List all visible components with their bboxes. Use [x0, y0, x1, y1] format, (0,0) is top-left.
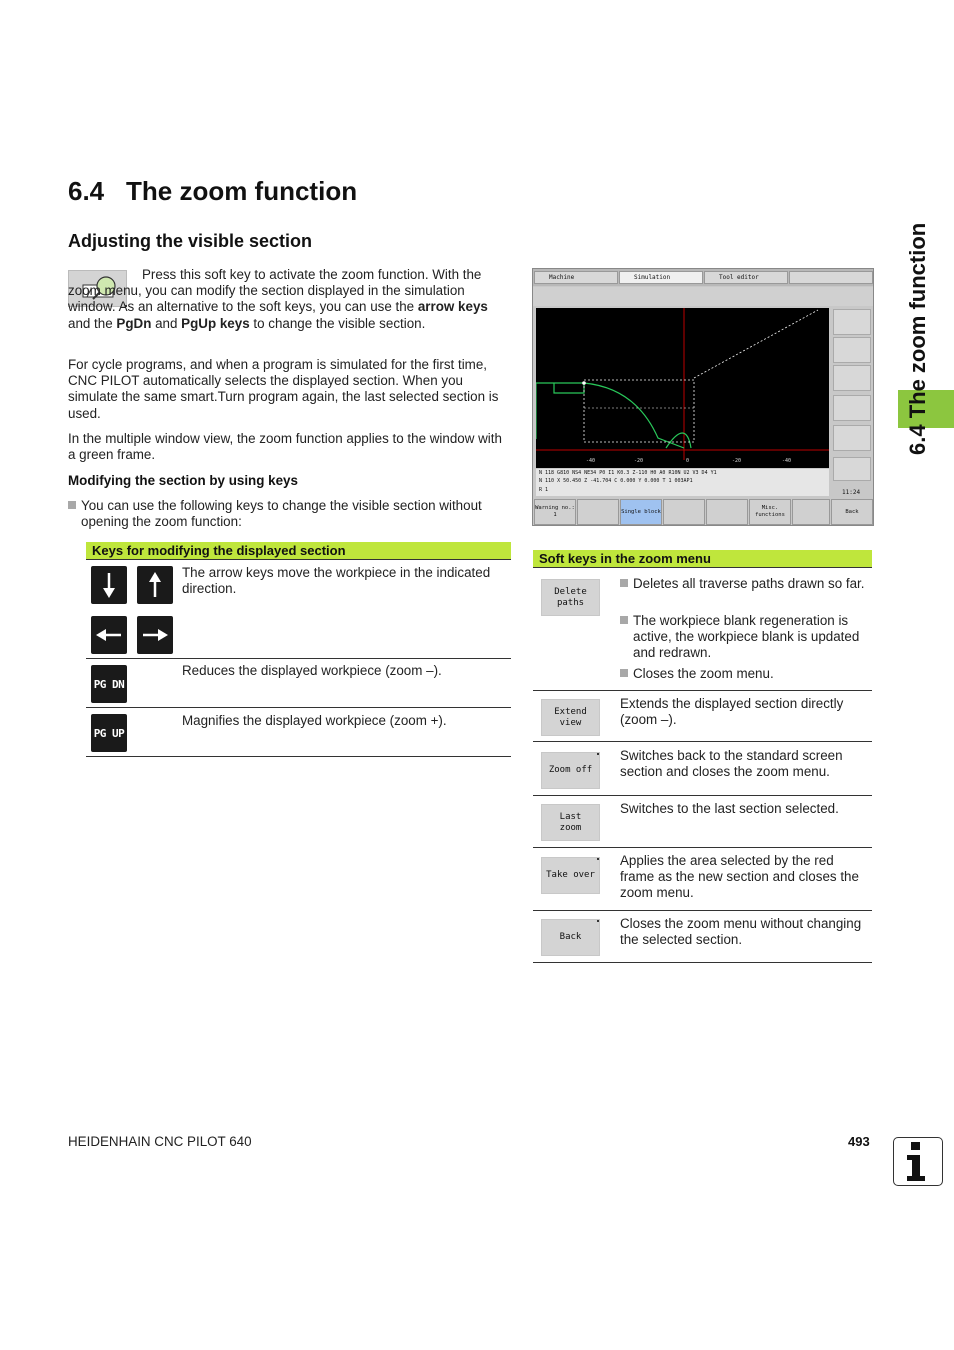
delete-paths-bullet: The workpiece blank regeneration is active, the workpiece blank is updated and redrawn. — [620, 613, 879, 662]
sk-blank — [792, 499, 830, 525]
sk-misc: Misc. functions — [749, 499, 791, 525]
sk-blank — [706, 499, 748, 525]
zoom-off-softkey: Zoom off — [541, 752, 600, 789]
sk-warning: Warning no.: 1 — [534, 499, 576, 525]
screenshot-toolbar — [533, 287, 873, 306]
arrow-keys-description: The arrow keys move the workpiece in the indicated direction. — [182, 565, 491, 597]
simulation-screenshot — [532, 268, 874, 526]
section-number: 6.4 — [68, 176, 105, 206]
pgup-key-icon: PG UP — [91, 714, 127, 752]
softkeys-table-rule — [533, 567, 872, 568]
softkeys-table-rule — [533, 962, 872, 963]
keys-table-header: Keys for modifying the displayed section — [86, 542, 511, 559]
take-over-description: Applies the area selected by the red frame as the new section and closes the zoom menu. — [620, 853, 859, 901]
intro-paragraph-1: Press this soft key to activate the zoom function. With the zoom menu, you can modify the section displayed in the simulation window. As an alternative to the soft keys, you can use the arrow keys and the PgDn and PgUp keys to change the visible section. — [68, 267, 488, 331]
softkeys-table-rule — [533, 795, 872, 796]
info-icon — [893, 1137, 943, 1186]
axis-label: -20 — [732, 458, 742, 464]
side-button — [833, 425, 871, 451]
softkeys-table-rule — [533, 847, 872, 848]
keys-table-rule — [86, 658, 511, 659]
keys-table-rule — [86, 559, 511, 560]
arrow-down-icon — [91, 566, 127, 604]
tab-extra — [789, 271, 873, 284]
axis-label: -20 — [634, 458, 644, 464]
sk-single-block: Single block — [620, 499, 662, 525]
pgdn-description: Reduces the displayed workpiece (zoom –). — [182, 663, 442, 678]
side-button — [833, 309, 871, 335]
sk-blank — [577, 499, 619, 525]
back-description: Closes the zoom menu without changing the selected section. — [620, 916, 862, 948]
chapter-side-title: 6.4 The zoom function — [905, 222, 930, 455]
intro-paragraph-3: In the multiple window view, the zoom function applies to the window with a green frame. — [68, 431, 502, 463]
modifying-bullet: You can use the following keys to change the visible section without opening the zoom function: — [68, 498, 523, 530]
tab-machine: Machine — [534, 271, 618, 284]
side-button — [833, 395, 871, 421]
axis-label: -40 — [586, 458, 596, 464]
softkeys-table-header: Soft keys in the zoom menu — [533, 550, 872, 567]
screenshot-tabbar — [533, 269, 873, 286]
section-title: The zoom function — [126, 176, 358, 206]
pgup-description: Magnifies the displayed workpiece (zoom +). — [182, 713, 447, 728]
delete-paths-bullet: Closes the zoom menu. — [620, 666, 879, 682]
last-zoom-description: Switches to the last section selected. — [620, 801, 839, 816]
softkeys-table-rule — [533, 741, 872, 742]
modifying-heading: Modifying the section by using keys — [68, 473, 298, 488]
delete-paths-softkey: Delete paths — [541, 579, 600, 616]
info-bar: N 118 G810 NS4 NE34 P0 I1 K0.3 Z-110 H0 A0 R10N U2 V3 D4 Y1 N 110 X 50.450 Z -41.704 C 0.000 Y 0.000 T 1 003AP1 R 1 — [536, 469, 829, 496]
softkeys-table-rule — [533, 910, 872, 911]
sk-zoom — [663, 499, 705, 525]
section-heading — [68, 176, 357, 207]
last-zoom-softkey: Last zoom — [541, 804, 600, 841]
simulation-canvas — [536, 308, 829, 468]
screenshot-softkey-row — [533, 499, 873, 525]
axis-label: -40 — [782, 458, 792, 464]
tab-tool-editor: Tool editor — [704, 271, 788, 284]
footer-product: HEIDENHAIN CNC PILOT 640 — [68, 1134, 252, 1149]
delete-paths-bullet: Deletes all traverse paths drawn so far. — [620, 576, 879, 592]
axis-label: 0 — [686, 458, 690, 464]
page-number: 493 — [848, 1134, 870, 1149]
side-button — [833, 337, 871, 363]
arrow-left-icon — [91, 616, 127, 654]
sk-back: Back — [831, 499, 873, 525]
softkeys-table-rule — [533, 690, 872, 691]
intro-paragraph-2: For cycle programs, and when a program is simulated for the first time, CNC PILOT automatically selects the displayed section. When you simulate the same smart.Turn program again, the last selected section is used. — [68, 357, 499, 421]
extend-view-description: Extends the displayed section directly (zoom –). — [620, 696, 844, 728]
back-softkey: Back — [541, 919, 600, 956]
extend-view-softkey: Extend view — [541, 699, 600, 736]
pgdn-key-icon: PG DN — [91, 665, 127, 703]
bullet-marker — [68, 501, 76, 509]
keys-table-rule — [86, 756, 511, 757]
zoom-off-description: Switches back to the standard screen section and closes the zoom menu. — [620, 748, 843, 780]
tab-simulation: Simulation — [619, 271, 703, 284]
tool-t-icon — [833, 457, 871, 481]
keys-table-rule — [86, 707, 511, 708]
subsection-heading: Adjusting the visible section — [68, 231, 313, 251]
side-button — [833, 365, 871, 391]
arrow-right-icon — [137, 616, 173, 654]
take-over-softkey: Take over — [541, 857, 600, 894]
clock: 11:24 — [842, 489, 861, 496]
arrow-up-icon — [137, 566, 173, 604]
